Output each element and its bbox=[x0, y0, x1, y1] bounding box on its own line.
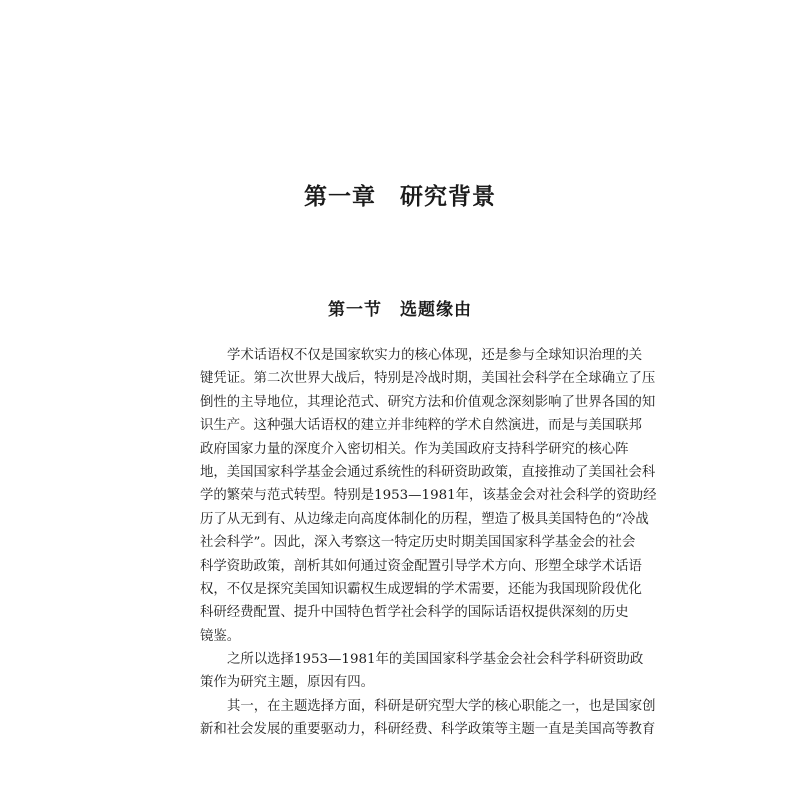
paragraph bbox=[200, 648, 644, 695]
text-line: 新和社会发展的重要驱动力，科研经费、科学政策等主题一直是美国高等教育 bbox=[200, 722, 656, 738]
paragraph bbox=[200, 695, 656, 742]
text-line: 学的繁荣与范式转型。特别是1953—1981年，该基金会对社会科学的资助经 bbox=[200, 488, 657, 504]
text-line: 倒性的主导地位，其理论范式、研究方法和价值观念深刻影响了世界各国的知 bbox=[200, 394, 656, 410]
text-line: 学术话语权不仅是国家软实力的核心体现，还是参与全球知识治理的关 bbox=[227, 348, 643, 363]
body-text bbox=[200, 344, 657, 742]
text-line: 镜鉴。 bbox=[200, 628, 241, 644]
text-line: 社会科学”。因此，深入考察这一特定历史时期美国国家科学基金会的社会 bbox=[200, 535, 636, 551]
text-line: 识生产。这种强大话语权的建立并非纯粹的学术自然演进，而是与美国联邦 bbox=[200, 418, 642, 434]
text-line: 权，不仅是探究美国知识霸权生成逻辑的学术需要，还能为我国现阶段优化 bbox=[200, 581, 642, 597]
text-line: 科研经费配置、提升中国特色哲学社会科学的国际话语权提供深刻的历史 bbox=[200, 605, 629, 621]
text-line: 科学资助政策，剖析其如何通过资金配置引导学术方向、形塑全球学术话语 bbox=[200, 558, 642, 574]
text-line: 政府国家力量的深度介入密切相关。作为美国政府支持科学研究的核心阵 bbox=[200, 441, 629, 457]
text-line: 历了从无到有、从边缘走向高度体制化的历程，塑造了极具美国特色的“冷战 bbox=[200, 511, 649, 527]
paragraph bbox=[200, 344, 657, 648]
text-line: 键凭证。第二次世界大战后，特别是冷战时期，美国社会科学在全球确立了压 bbox=[200, 371, 656, 387]
text-line: 地，美国国家科学基金会通过系统性的科研资助政策，直接推动了美国社会科 bbox=[200, 464, 656, 480]
chapter-title: 第一章 研究背景 bbox=[304, 183, 496, 210]
text-line: 策作为研究主题，原因有四。 bbox=[200, 675, 375, 691]
text-line: 之所以选择1953—1981年的美国国家科学基金会社会科学科研资助政 bbox=[227, 652, 644, 668]
text-line: 其一，在主题选择方面，科研是研究型大学的核心职能之一，也是国家创 bbox=[227, 698, 656, 714]
section-title: 第一节 选题缘由 bbox=[328, 300, 472, 320]
